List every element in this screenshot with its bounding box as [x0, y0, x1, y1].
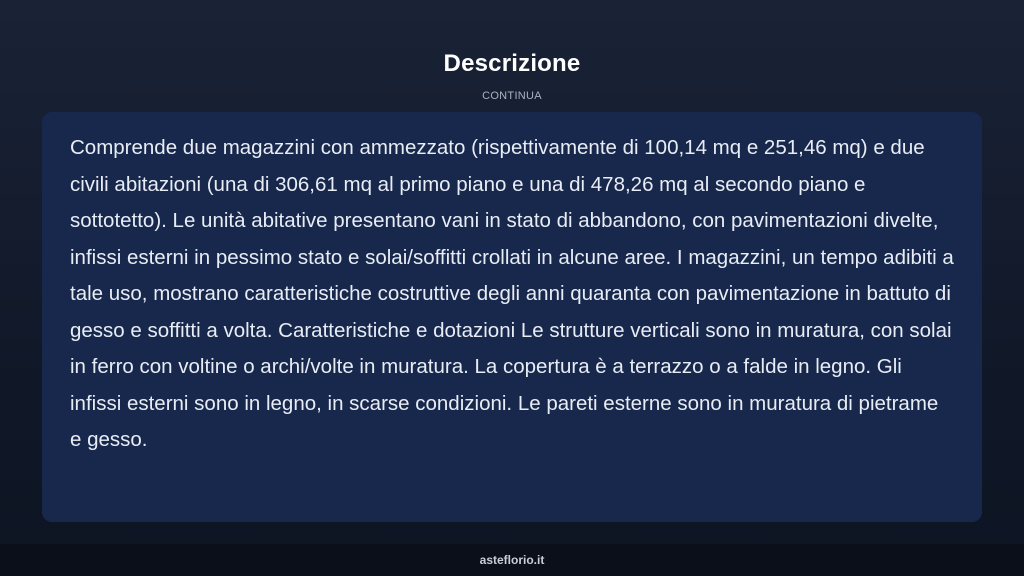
page-title: Descrizione [443, 50, 581, 77]
page-subtitle: CONTINUA [482, 90, 542, 102]
description-card [42, 112, 982, 522]
footer-site-label: asteflorio.it [479, 553, 545, 567]
footer-bar [0, 544, 1024, 576]
description-text: Comprende due magazzini con ammezzato (rispettivamente di 100,14 mq e 251,46 mq) e due civili abitazioni (una di 306,61 mq al primo piano e una di 478,26 mq al secondo piano e sottotetto). Le unità abitative presentano vani in stato di abbandono, con pavimentazioni divelte, infissi esterni in pessimo stato e solai/soffitti crollati in alcune aree. I magazzini, un tempo adibiti a tale uso, mostrano caratteristiche costruttive degli anni quaranta con pavimentazione in battuto di gesso e soffitti a volta. Caratteristiche e dotazioni Le strutture verticali sono in muratura, con solai in ferro con voltine o archi/volte in muratura. La copertura è a terrazzo o a falde in legno. Gli infissi esterni sono in legno, in scarse condizioni. Le pareti esterne sono in muratura di pietrame e gesso. [70, 136, 954, 451]
